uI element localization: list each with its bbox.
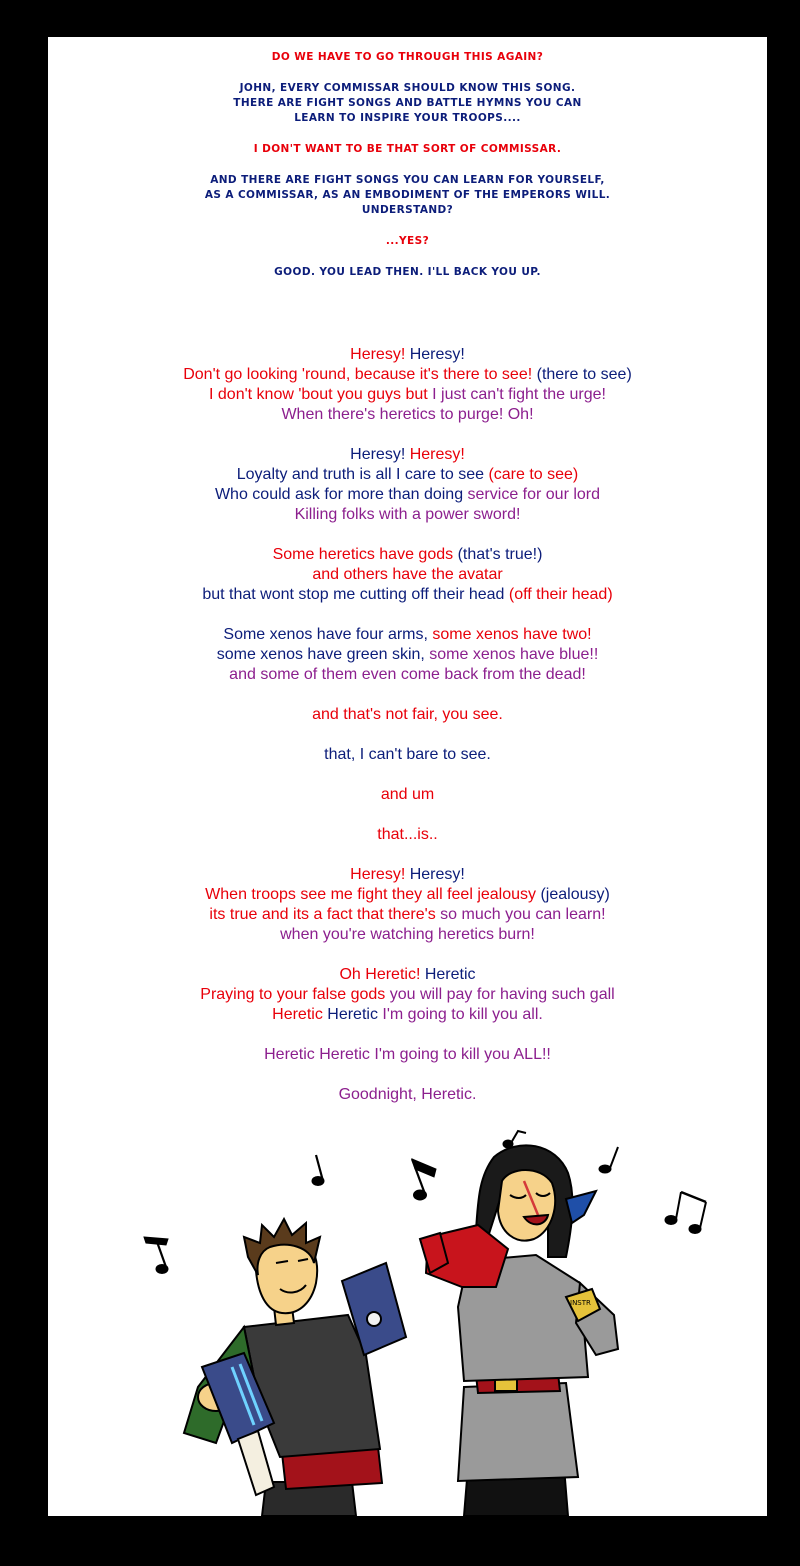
lyric-segment: Praying to your false gods	[200, 986, 390, 1003]
comic-panel	[48, 37, 767, 1516]
lyric-line	[48, 345, 767, 365]
lyric-segment: so much you can learn!	[440, 906, 606, 923]
dialogue-line: UNDERSTAND?	[361, 204, 454, 216]
lyric-segment: and others have the avatar	[312, 566, 503, 583]
lyric-segment: I don't know 'bout you guys but	[209, 386, 433, 403]
lyric-segment: Heretic	[327, 1006, 383, 1023]
lyric-segment: (care to see)	[488, 466, 579, 483]
lyric-segment: some xenos have blue!!	[429, 646, 599, 663]
dialogue-paragraph	[48, 81, 767, 126]
lyric-line	[48, 385, 767, 405]
dialogue-line: DO WE HAVE TO GO THROUGH THIS AGAIN?	[271, 51, 544, 63]
lyric-segment: Heresy!	[350, 866, 410, 883]
lyric-segment: Oh Heretic!	[339, 966, 425, 983]
lyric-segment: Heresy!	[350, 346, 410, 363]
music-note-icon	[665, 1192, 706, 1234]
lyric-line	[48, 365, 767, 385]
lyric-line	[48, 885, 767, 905]
lyric-segment: When there's heretics to purge! Oh!	[281, 406, 534, 423]
lyric-line	[48, 745, 767, 765]
lyric-line	[48, 505, 767, 525]
music-note-icon	[412, 1159, 436, 1200]
lyric-segment: Heretic	[272, 1006, 328, 1023]
song-lyrics	[48, 345, 767, 1105]
singing-characters-illustration	[48, 1087, 767, 1516]
lyric-segment: Killing folks with a power sword!	[294, 506, 521, 523]
lyric-segment: Heresy!	[350, 446, 410, 463]
music-note-icon	[312, 1155, 324, 1186]
lyric-segment: and that's not fair, you see.	[312, 706, 503, 723]
lyric-segment: Some heretics have gods	[272, 546, 458, 563]
lyric-line	[48, 645, 767, 665]
lyric-line	[48, 825, 767, 845]
lyric-segment: some xenos have green skin,	[216, 646, 430, 663]
lyric-segment: Heresy!	[409, 346, 465, 363]
dialogue-paragraph	[48, 50, 767, 65]
lyric-segment: Heretic Heretic I'm going to kill you ALL!!	[264, 1046, 551, 1063]
lyric-segment: that, I can't bare to see.	[324, 746, 491, 763]
lyric-segment: I'm going to kill you all.	[382, 1006, 543, 1023]
dialogue-line: AND THERE ARE FIGHT SONGS YOU CAN LEARN FOR YOURSELF,	[210, 174, 605, 186]
lyric-segment: service for our lord	[467, 486, 601, 503]
lyric-line	[48, 625, 767, 645]
dialogue-paragraph	[48, 173, 767, 218]
lyric-segment: Loyalty and truth is all I care to see	[236, 466, 489, 483]
music-note-icon	[599, 1147, 618, 1173]
lyric-segment: Who could ask for more than doing	[214, 486, 468, 503]
lyric-line	[48, 405, 767, 425]
lyric-segment: I just can't fight the urge!	[432, 386, 606, 403]
lyric-segment: Heresy!	[409, 866, 465, 883]
lyric-line	[48, 865, 767, 885]
lyric-segment: you will pay for having such gall	[389, 986, 615, 1003]
lyric-segment: (off their head)	[508, 586, 613, 603]
commissar-character	[420, 1145, 618, 1516]
lyric-line	[48, 965, 767, 985]
lyric-segment: (that's true!)	[457, 546, 543, 563]
lyric-line	[48, 905, 767, 925]
dialogue-paragraph	[48, 234, 767, 249]
lyric-segment: and um	[380, 786, 435, 803]
dialogue-paragraph	[48, 142, 767, 157]
dialogue-line: GOOD. YOU LEAD THEN. I'LL BACK YOU UP.	[274, 266, 541, 278]
lyric-line	[48, 785, 767, 805]
lyric-line	[48, 1005, 767, 1025]
lyric-segment: that...is..	[377, 826, 438, 843]
lyric-segment: Don't go looking 'round, because it's there to see!	[183, 366, 537, 383]
lyric-segment: its true and its a fact that there's	[209, 906, 441, 923]
lyric-segment: Some xenos have four arms,	[223, 626, 433, 643]
accordion-player-character	[184, 1219, 406, 1516]
lyric-line	[48, 485, 767, 505]
lyric-segment: (jealousy)	[540, 886, 610, 903]
lyric-segment: Heresy!	[409, 446, 465, 463]
lyric-line	[48, 985, 767, 1005]
lyric-line	[48, 565, 767, 585]
lyric-line	[48, 585, 767, 605]
lyric-segment: When troops see me fight they all feel jealousy	[205, 886, 541, 903]
lyric-segment: some xenos have two!	[432, 626, 592, 643]
dialogue-line: ...YES?	[385, 235, 430, 247]
music-note-icon	[144, 1237, 168, 1274]
lyric-segment: and some of them even come back from the dead!	[229, 666, 586, 683]
lyric-line	[48, 465, 767, 485]
lyric-segment: Goodnight, Heretic.	[338, 1086, 477, 1103]
dialogue-line: AS A COMMISSAR, AS AN EMBODIMENT OF THE EMPERORS WILL.	[204, 189, 611, 201]
lyric-segment: Heretic	[424, 966, 476, 983]
dialogue-line: I DON'T WANT TO BE THAT SORT OF COMMISSAR.	[253, 143, 562, 155]
dialogue-paragraph	[48, 265, 767, 280]
dialogue-line: LEARN TO INSPIRE YOUR TROOPS....	[294, 112, 521, 124]
lyric-line	[48, 545, 767, 565]
lyric-segment: when you're watching heretics burn!	[280, 926, 535, 943]
lyric-segment: but that wont stop me cutting off their head	[202, 586, 509, 603]
dialogue-block	[48, 50, 767, 296]
dialogue-line: THERE ARE FIGHT SONGS AND BATTLE HYMNS YOU CAN	[233, 97, 582, 109]
lyric-line	[48, 925, 767, 945]
lyric-line	[48, 1045, 767, 1065]
lyric-segment: (there to see)	[536, 366, 632, 383]
dialogue-line: JOHN, EVERY COMMISSAR SHOULD KNOW THIS SONG.	[239, 82, 576, 94]
lyric-line	[48, 705, 767, 725]
lyric-line	[48, 445, 767, 465]
lyric-line	[48, 665, 767, 685]
badge-label: INSTR	[570, 1299, 591, 1307]
